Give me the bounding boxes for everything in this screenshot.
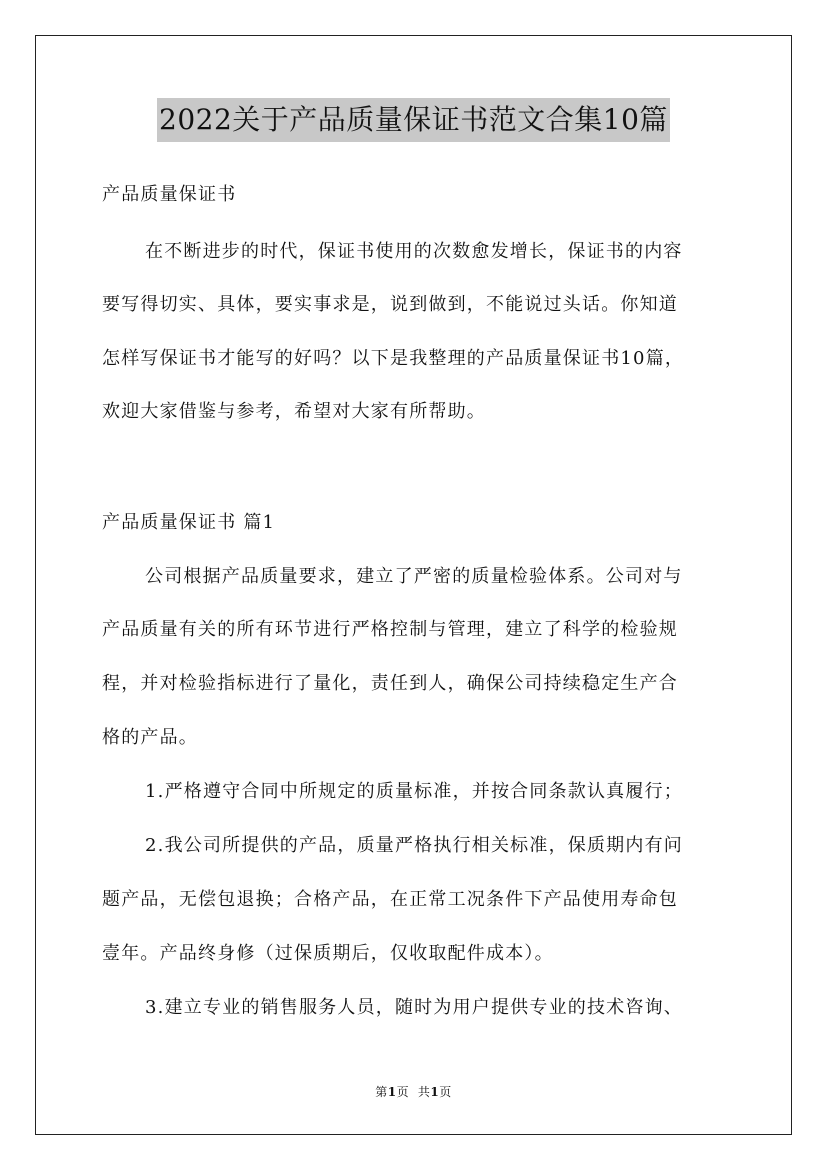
- footer-page-suffix: 页: [396, 1085, 410, 1099]
- list-item-3: 3.建立专业的销售服务人员，随时为用户提供专业的技术咨询、: [145, 997, 683, 1018]
- footer-total-suffix: 页: [439, 1085, 452, 1099]
- page-footer: [0, 1083, 827, 1100]
- para1-line-2: 产品质量有关的所有环节进行严格控制与管理，建立了科学的检验规: [102, 619, 678, 640]
- list-item-2-line-2: 题产品，无偿包退换；合格产品，在正常工况条件下产品使用寿命包: [102, 889, 678, 910]
- footer-total-number: 1: [430, 1085, 440, 1099]
- intro-line-4: 欢迎大家借鉴与参考，希望对大家有所帮助。: [102, 401, 486, 422]
- footer-page-number: 1: [387, 1085, 397, 1099]
- para1-line-1: 公司根据产品质量要求，建立了严密的质量检验体系。公司对与: [145, 566, 683, 587]
- section-heading: 产品质量保证书: [102, 184, 237, 205]
- document-title: 2022关于产品质量保证书范文合集10篇: [157, 98, 670, 142]
- footer-page-prefix: 第: [375, 1085, 388, 1099]
- title-wrapper: [0, 98, 827, 142]
- list-item-1: 1.严格遵守合同中所规定的质量标准，并按合同条款认真履行；: [145, 781, 683, 802]
- para1-line-4: 格的产品。: [102, 727, 198, 748]
- intro-line-1: 在不断进步的时代，保证书使用的次数愈发增长，保证书的内容: [145, 241, 683, 262]
- article-heading: 产品质量保证书 篇1: [102, 512, 276, 533]
- list-item-2-line-1: 2.我公司所提供的产品，质量严格执行相关标准，保质期内有问: [145, 835, 683, 856]
- para1-line-3: 程，并对检验指标进行了量化，责任到人，确保公司持续稳定生产合: [102, 673, 678, 694]
- footer-total-prefix: 共: [417, 1085, 431, 1099]
- list-item-2-line-3: 壹年。产品终身修（过保质期后，仅收取配件成本）。: [102, 943, 554, 964]
- intro-line-3: 怎样写保证书才能写的好吗？以下是我整理的产品质量保证书10篇，: [102, 348, 685, 369]
- intro-line-2: 要写得切实、具体，要实事求是，说到做到，不能说过头话。你知道: [102, 294, 678, 315]
